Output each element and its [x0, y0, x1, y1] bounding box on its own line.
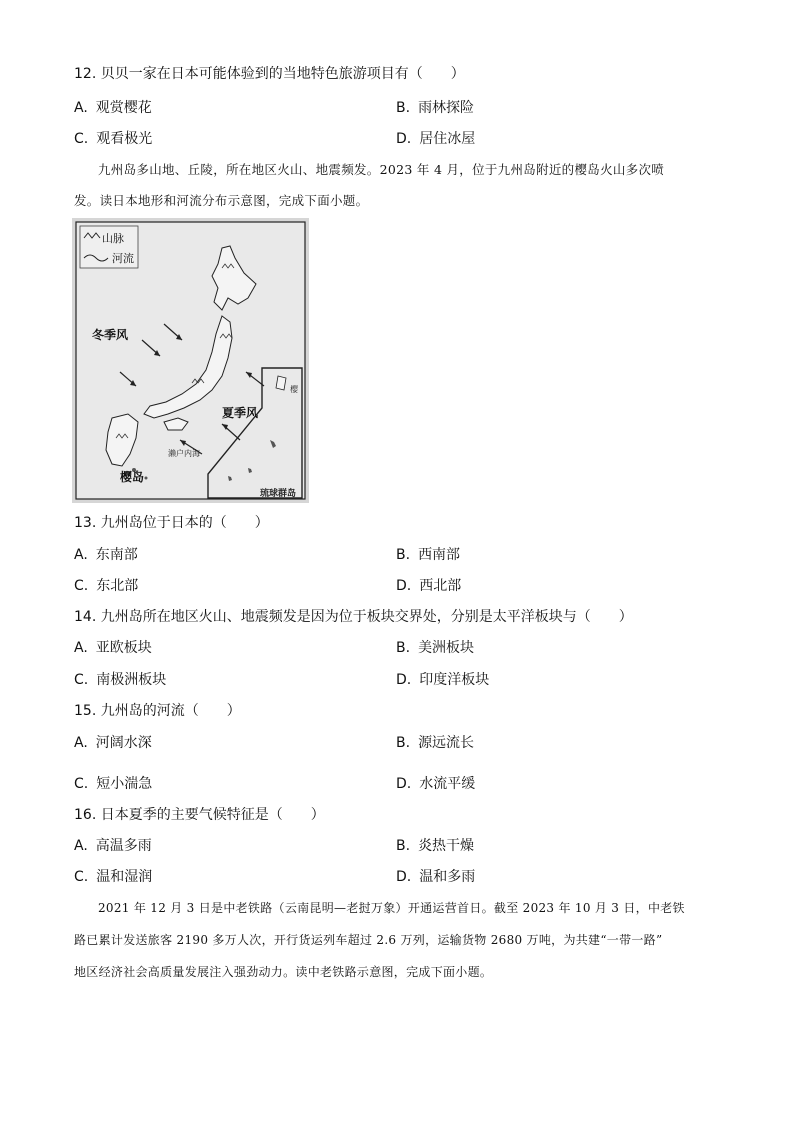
option-text: 雨林探险: [418, 100, 475, 116]
inset-label: 樱: [290, 385, 298, 394]
ryukyu-label: 琉球群岛: [260, 489, 297, 499]
option-text: 美洲板块: [418, 640, 475, 656]
option-letter: B.: [396, 547, 411, 563]
option-15-c[interactable]: [74, 774, 152, 794]
option-14-b[interactable]: [396, 638, 474, 658]
option-letter: B.: [396, 100, 411, 116]
option-13-c[interactable]: [74, 576, 138, 596]
summer-wind-label: 夏季风: [222, 406, 259, 420]
option-14-d[interactable]: [396, 670, 489, 690]
option-12-d[interactable]: [396, 129, 475, 149]
option-12-c[interactable]: [74, 129, 152, 149]
map-drawing: [72, 218, 309, 503]
option-letter: B.: [396, 640, 411, 656]
option-13-a[interactable]: [74, 545, 138, 565]
option-text: 水流平缓: [419, 776, 476, 792]
option-letter: D.: [396, 672, 412, 688]
option-letter: C.: [74, 578, 89, 594]
question-14-stem: 14. 九州岛所在地区火山、地震频发是因为位于板块交界处，分别是太平洋板块与（ ）: [74, 609, 633, 625]
option-text: 温和湿润: [96, 869, 153, 885]
option-letter: B.: [396, 838, 411, 854]
option-letter: D.: [396, 869, 412, 885]
option-letter: A.: [74, 100, 88, 116]
option-12-b[interactable]: [396, 98, 474, 118]
option-text: 西南部: [418, 547, 461, 563]
option-15-d[interactable]: [396, 774, 475, 794]
option-text: 南极洲板块: [96, 672, 167, 688]
intro-paragraph-2-line-3: 地区经济社会高质量发展注入强劲动力。读中老铁路示意图，完成下面小题。: [74, 965, 493, 979]
inland-sea-label: 濑户内海: [168, 449, 200, 458]
option-text: 短小湍急: [96, 776, 153, 792]
option-text: 炎热干燥: [418, 838, 475, 854]
option-text: 亚欧板块: [95, 640, 152, 656]
intro-paragraph-1-line-2: 发。读日本地形和河流分布示意图，完成下面小题。: [74, 193, 369, 208]
option-13-d[interactable]: [396, 576, 461, 596]
option-letter: C.: [74, 869, 89, 885]
question-16-stem: 16. 日本夏季的主要气候特征是（ ）: [74, 807, 325, 823]
option-text: 河阔水深: [95, 735, 152, 751]
option-letter: A.: [74, 640, 88, 656]
option-text: 温和多雨: [419, 869, 476, 885]
option-13-b[interactable]: [396, 545, 460, 565]
option-text: 居住冰屋: [419, 131, 476, 147]
option-letter: C.: [74, 131, 89, 147]
option-text: 东南部: [95, 547, 138, 563]
option-text: 印度洋板块: [419, 672, 490, 688]
sakurajima-label: 樱岛: [120, 470, 145, 484]
option-15-a[interactable]: [74, 733, 152, 753]
option-text: 高温多雨: [95, 838, 152, 854]
option-16-c[interactable]: [74, 867, 152, 887]
intro-paragraph-1-line-1: 九州岛多山地、丘陵，所在地区火山、地震频发。2023 年 4 月，位于九州岛附近的樱岛火山多次喷: [98, 162, 665, 177]
option-letter: C.: [74, 776, 89, 792]
intro-paragraph-2-line-2: 路已累计发送旅客 2190 多万人次，开行货运列车超过 2.6 万列，运输货物 2680 万吨，为共建“一带一路”: [74, 933, 663, 947]
legend-river-label: 河流: [112, 252, 134, 265]
question-13-stem: 13. 九州岛位于日本的（ ）: [74, 515, 269, 531]
option-letter: D.: [396, 131, 412, 147]
option-text: 观赏樱花: [95, 100, 152, 116]
option-16-a[interactable]: [74, 836, 152, 856]
option-letter: A.: [74, 547, 88, 563]
winter-wind-label: 冬季风: [92, 328, 129, 342]
japan-terrain-river-map: [72, 218, 309, 503]
option-16-d[interactable]: [396, 867, 475, 887]
option-letter: C.: [74, 672, 89, 688]
option-text: 东北部: [96, 578, 139, 594]
option-letter: B.: [396, 735, 411, 751]
option-14-a[interactable]: [74, 638, 152, 658]
option-letter: D.: [396, 578, 412, 594]
option-16-b[interactable]: [396, 836, 474, 856]
question-12-stem: 12. 贝贝一家在日本可能体验到的当地特色旅游项目有（ ）: [74, 66, 465, 82]
option-14-c[interactable]: [74, 670, 166, 690]
option-text: 源远流长: [418, 735, 475, 751]
option-letter: A.: [74, 735, 88, 751]
option-letter: A.: [74, 838, 88, 854]
option-letter: D.: [396, 776, 412, 792]
option-15-b[interactable]: [396, 733, 474, 753]
question-15-stem: 15. 九州岛的河流（ ）: [74, 703, 241, 719]
option-12-a[interactable]: [74, 98, 152, 118]
intro-paragraph-2-line-1: 2021 年 12 月 3 日是中老铁路（云南昆明—老挝万象）开通运营首日。截至 2023 年 10 月 3 日，中老铁: [98, 901, 685, 915]
option-text: 西北部: [419, 578, 462, 594]
option-text: 观看极光: [96, 131, 153, 147]
legend-mountain-label: 山脉: [102, 232, 124, 245]
